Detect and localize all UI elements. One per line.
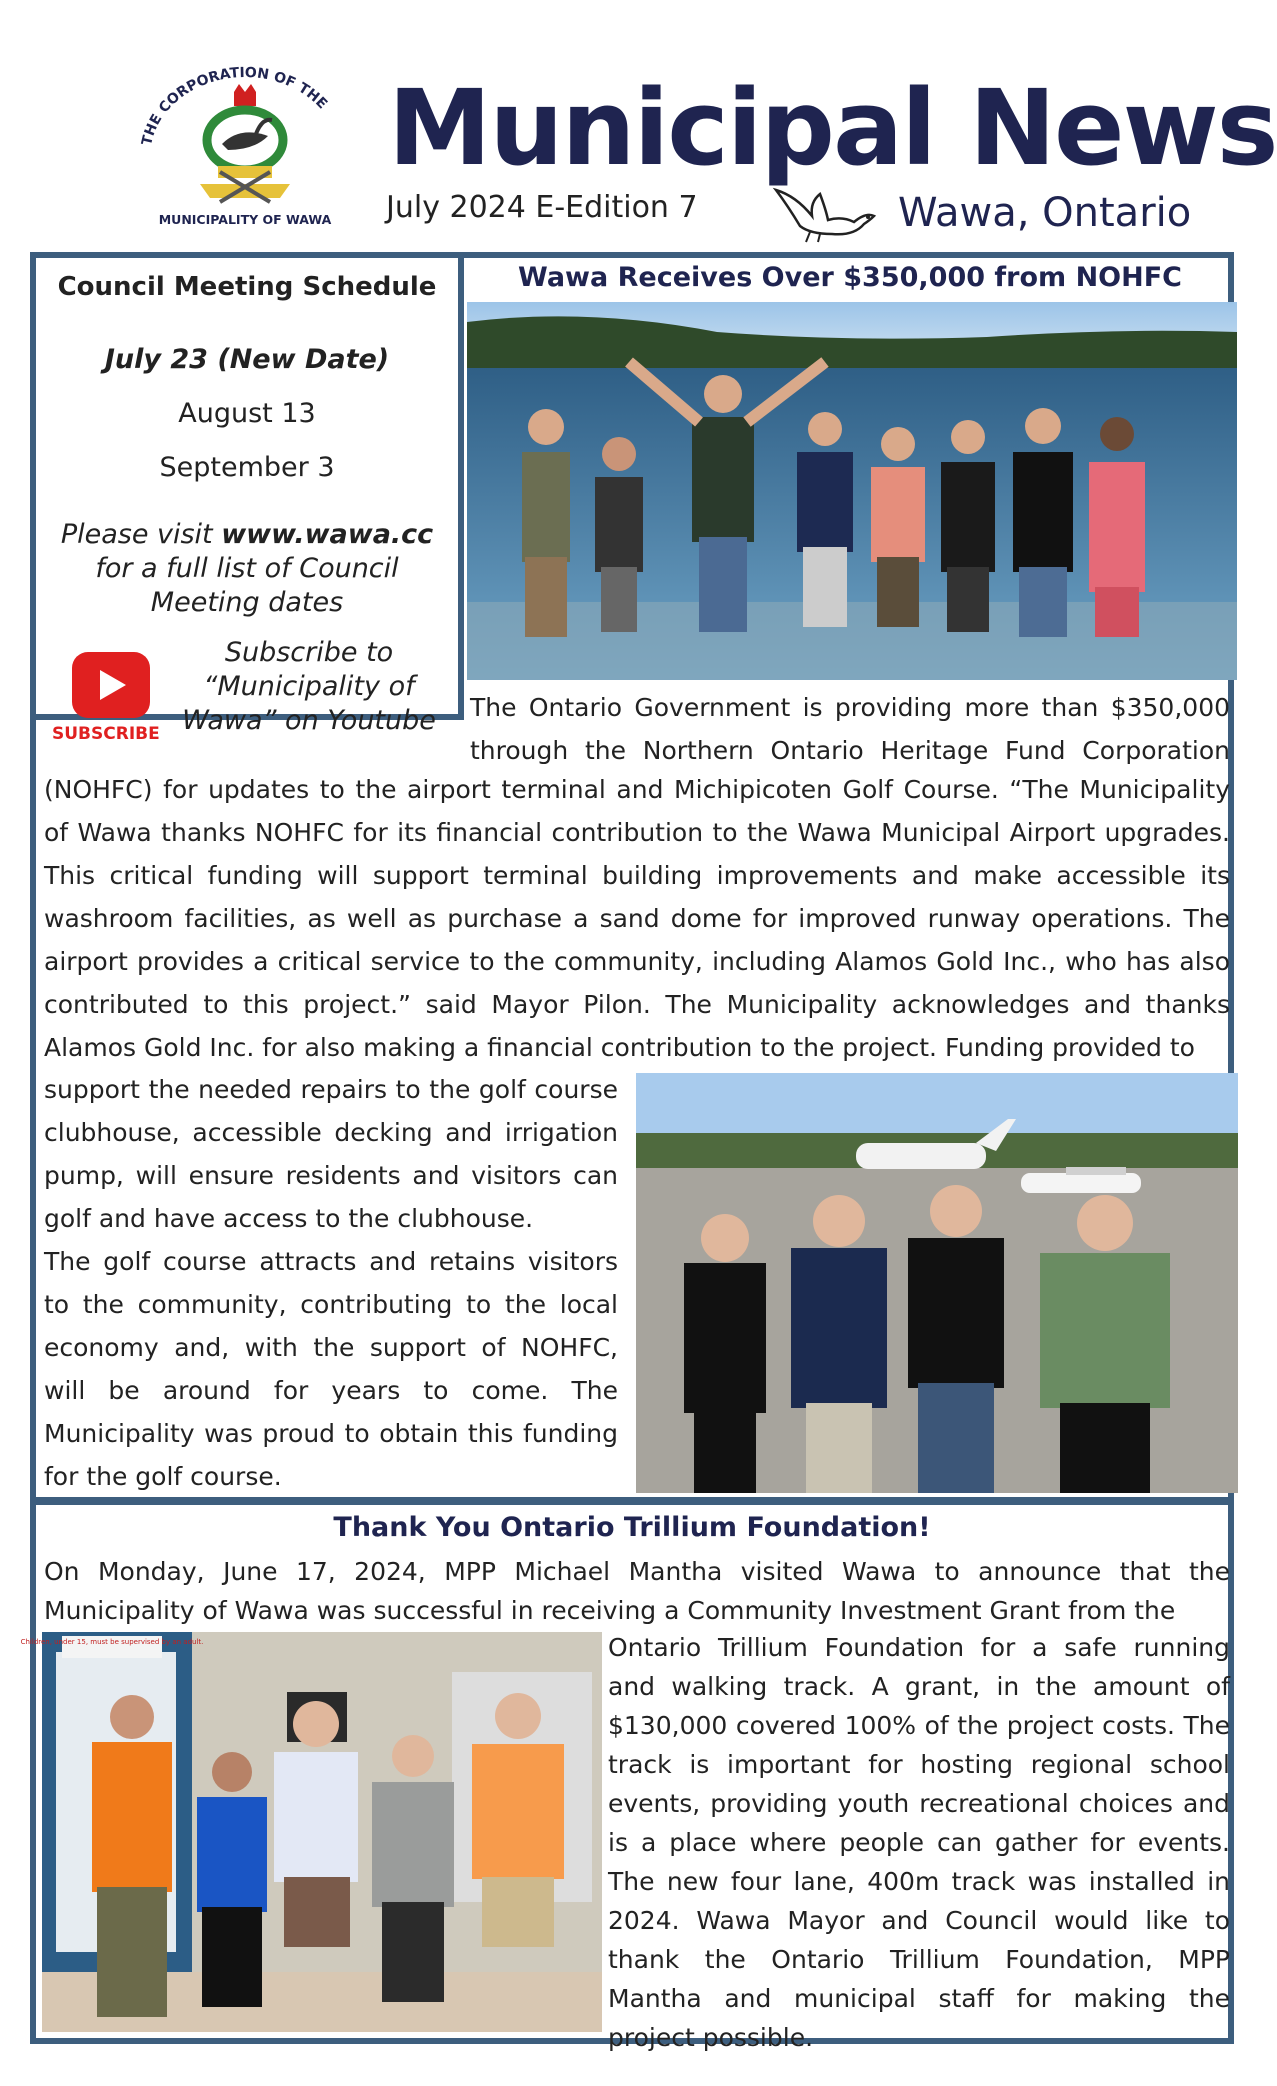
article-title: Thank You Ontario Trillium Foundation! (333, 1512, 931, 1543)
article-paragraph: Ontario Trillium Foundation for a safe running and walking track. A grant, in the amount of $130,000 covered 100% of the project costs. The track is important for hosting regional school events, providing youth recreational choices and is a place where people can gather for events. The new four lane, 400m track was installed in 2024. Wawa Mayor and Council would like to thank the Ontario Trillium Foundation, MPP Mantha and municipal staff for making the project possible. (608, 1633, 1230, 2052)
article-paragraph-column (44, 1068, 618, 1498)
article-paragraph: The golf course attracts and retains visitors to the community, contributing to the local economy and, with the support of NOHFC, will be around for years to come. The Municipality was proud to obtain this funding for the golf course. (44, 1247, 618, 1491)
lake-group-photo (467, 302, 1237, 680)
location-label: Wawa, Ontario (898, 190, 1192, 236)
website-link[interactable]: www.wawa.cc (221, 519, 434, 550)
article-paragraph: The Ontario Government is providing more than $350,000 through the Northern Ontario Heritage Fund Corporation (470, 693, 1230, 765)
logo-bottom-text: MUNICIPALITY OF WAWA (158, 212, 332, 227)
visit-suffix: for a full list of Council Meeting dates (95, 553, 399, 618)
schedule-title: Council Meeting Schedule (57, 272, 437, 302)
trillium-group-photo (20, 1632, 602, 2032)
schedule-note (54, 518, 440, 620)
article-paragraph: (NOHFC) for updates to the airport terminal and Michipicoten Golf Course. “The Municipality of Wawa thanks NOHFC for its financial contribution to the Wawa Municipal Airport upgrades. This critical funding will support terminal building improvements and make accessible its washroom facilities, as well as purchase a sand dome for improved runway operations. The airport provides a critical service to the community, including Alamos Gold Inc., who has also contributed to this project.” said Mayor Pilon. The Municipality acknowledges and thanks Alamos Gold Inc. for also making a financial contribution to the project. Funding provided to (44, 775, 1230, 1062)
section-divider (30, 1497, 1234, 1505)
schedule-date: September 3 (159, 452, 335, 483)
airport-group-photo (636, 1073, 1238, 1493)
newsletter-title: Municipal News (388, 67, 1277, 189)
municipality-logo (130, 62, 360, 232)
article-paragraph: support the needed repairs to the golf course clubhouse, accessible decking and irrigation pump, will ensure residents and visitors can golf and have access to the clubhouse. (44, 1075, 618, 1233)
logo-arc-text: THE CORPORATION OF THE (139, 64, 331, 147)
schedule-date: July 23 (New Date) (104, 344, 390, 375)
subscribe-badge[interactable]: SUBSCRIBE (52, 724, 160, 744)
youtube-subscribe-text: Subscribe to “Municipality of Wawa” on Youtube (182, 637, 436, 736)
edition-label: July 2024 E-Edition 7 (386, 190, 698, 225)
youtube-icon[interactable] (68, 650, 154, 720)
goose-icon (770, 176, 882, 246)
article-paragraph: On Monday, June 17, 2024, MPP Michael Mantha visited Wawa to announce that the Municipality of Wawa was successful in receiving a Community Investment Grant from the (44, 1557, 1230, 1625)
schedule-date: August 13 (178, 398, 316, 429)
visit-prefix: Please visit (60, 519, 222, 550)
photo-sign-text: Children, under 15, must be supervised by an adult. (20, 1638, 204, 1646)
article-title: Wawa Receives Over $350,000 from NOHFC (518, 262, 1182, 293)
